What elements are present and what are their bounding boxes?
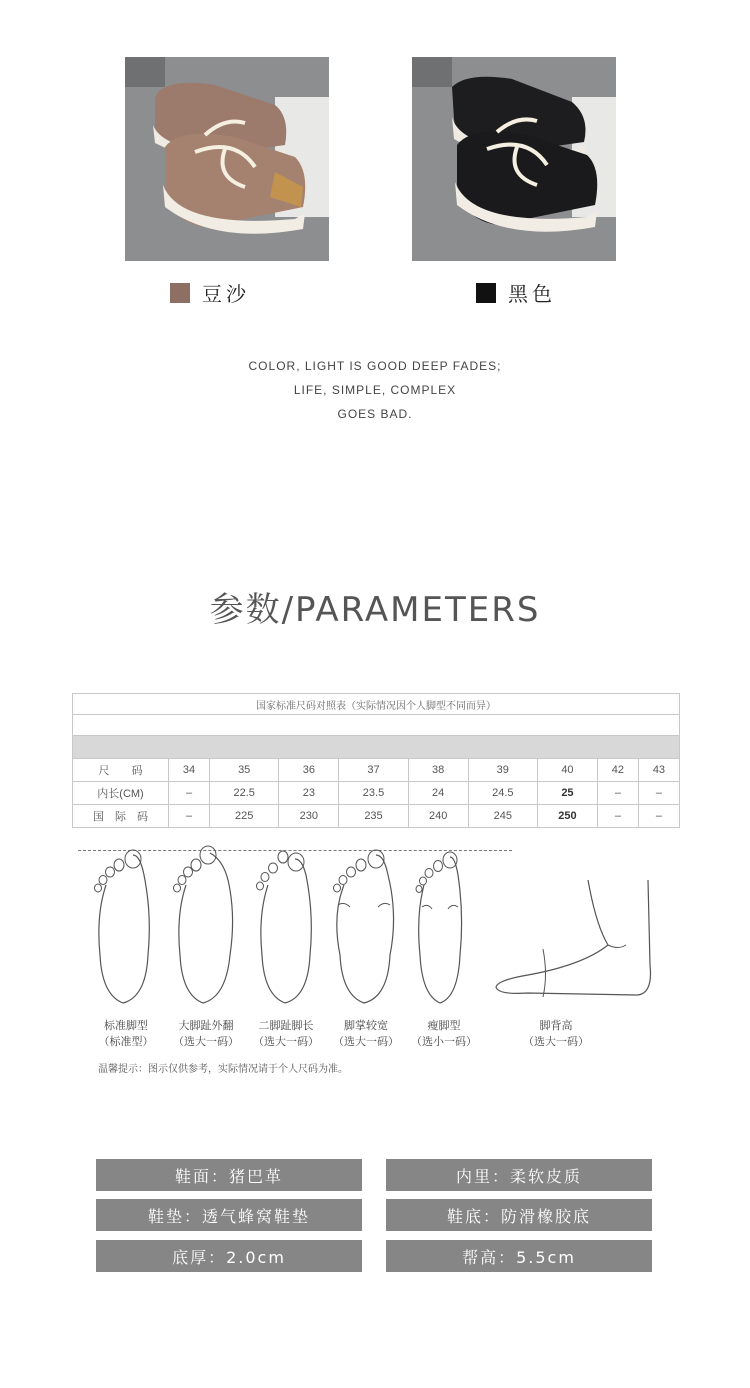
- foot-bunion-icon: [168, 845, 238, 1005]
- foot-name: 二脚趾脚长: [258, 1019, 314, 1032]
- table-cell: 38: [408, 759, 468, 782]
- table-cell: –: [169, 805, 210, 828]
- tagline-line-1: COLOR, LIGHT IS GOOD DEEP FADES;: [248, 359, 502, 373]
- spec-insole: 鞋垫：透气蜂窝鞋垫: [96, 1199, 362, 1231]
- table-cell: 225: [210, 805, 279, 828]
- table-cell: 23: [279, 782, 339, 805]
- table-row: [73, 805, 680, 828]
- foot-note: （选小一码）: [411, 1035, 477, 1048]
- table-cell: 235: [339, 805, 408, 828]
- row-label: 尺 码: [73, 759, 169, 782]
- spec-lining: 内里：柔软皮质: [386, 1159, 652, 1191]
- product-photo-bean: [125, 57, 329, 261]
- table-cell: –: [597, 805, 638, 828]
- table-cell: 230: [279, 805, 339, 828]
- spec-outsole: 鞋底：防滑橡胶底: [386, 1199, 652, 1231]
- color-label-black: 黑色: [508, 282, 556, 306]
- foot-name: 脚背高: [539, 1019, 573, 1032]
- table-cell: –: [169, 782, 210, 805]
- size-table: [72, 693, 680, 828]
- foot-note: （选大一码）: [523, 1035, 589, 1048]
- size-tip: 温馨提示：图示仅供参考，实际情况请于个人尺码为准。: [98, 1064, 348, 1075]
- foot-standard-icon: [88, 845, 158, 1005]
- table-row: [73, 759, 680, 782]
- color-swatch-bean: [170, 283, 190, 303]
- foot-long-second-toe-icon: [250, 845, 320, 1005]
- table-cell: 22.5: [210, 782, 279, 805]
- color-swatch-black: [476, 283, 496, 303]
- foot-note: （选大一码）: [253, 1035, 319, 1048]
- table-row: [73, 782, 680, 805]
- size-table-caption: 国家标准尺码对照表（实际情况因个人脚型不同而异）: [73, 694, 680, 715]
- table-cell: 36: [279, 759, 339, 782]
- table-cell: 25: [537, 782, 597, 805]
- table-cell: 250: [537, 805, 597, 828]
- size-table-header-bar: [73, 736, 680, 759]
- table-cell: 245: [468, 805, 537, 828]
- spec-sole-thickness: 底厚：2.0cm: [96, 1240, 362, 1272]
- foot-note: （选大一码）: [173, 1035, 239, 1048]
- table-cell: –: [638, 782, 679, 805]
- row-label: 内长(CM): [73, 782, 169, 805]
- table-cell: 40: [537, 759, 597, 782]
- parameters-title: 参数/PARAMETERS: [209, 590, 541, 630]
- table-cell: 240: [408, 805, 468, 828]
- size-table-spacer: [73, 715, 680, 736]
- foot-name: 大脚趾外翻: [178, 1019, 234, 1032]
- table-cell: 23.5: [339, 782, 408, 805]
- foot-wide-icon: [328, 845, 400, 1005]
- foot-label-slim: [396, 1018, 492, 1050]
- table-cell: –: [597, 782, 638, 805]
- table-cell: 42: [597, 759, 638, 782]
- table-cell: 37: [339, 759, 408, 782]
- foot-note: （标准型）: [98, 1035, 154, 1048]
- color-label-bean: 豆沙: [202, 282, 250, 306]
- table-cell: 35: [210, 759, 279, 782]
- foot-high-instep-icon: [488, 845, 660, 1005]
- spec-shaft-height: 帮高：5.5cm: [386, 1240, 652, 1272]
- table-cell: –: [638, 805, 679, 828]
- tagline-line-2: LIFE, SIMPLE, COMPLEX: [293, 383, 457, 397]
- foot-slim-icon: [410, 845, 470, 1005]
- tagline-line-3: GOES BAD.: [337, 407, 413, 421]
- foot-name: 标准脚型: [104, 1019, 148, 1032]
- table-cell: 39: [468, 759, 537, 782]
- foot-name: 脚掌较宽: [344, 1019, 388, 1032]
- product-photo-black: [412, 57, 616, 261]
- table-cell: 24.5: [468, 782, 537, 805]
- color-option-black[interactable]: [476, 278, 556, 307]
- foot-label-high-instep: [506, 1018, 606, 1050]
- foot-note: （选大一码）: [333, 1035, 399, 1048]
- row-label: 国 际 码: [73, 805, 169, 828]
- table-cell: 24: [408, 782, 468, 805]
- spec-upper: 鞋面：猪巴革: [96, 1159, 362, 1191]
- color-option-bean[interactable]: [170, 278, 250, 307]
- table-cell: 43: [638, 759, 679, 782]
- foot-name: 瘦脚型: [427, 1019, 461, 1032]
- table-cell: 34: [169, 759, 210, 782]
